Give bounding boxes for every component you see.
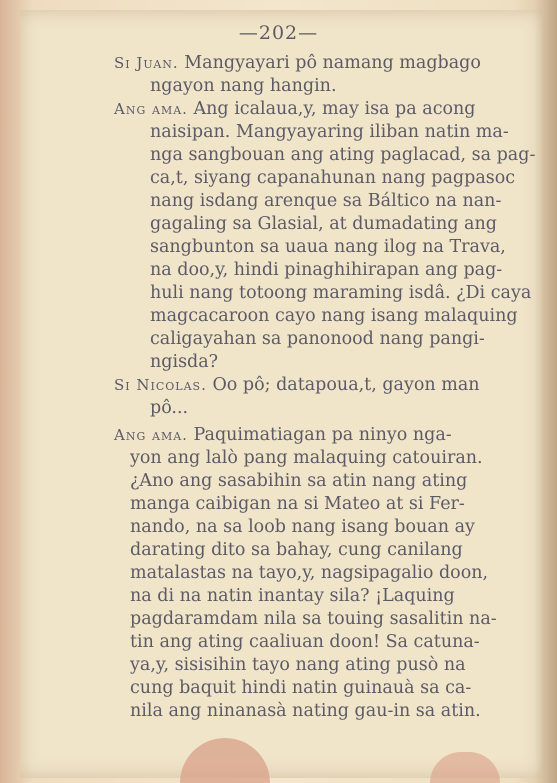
line-text: nang isdang arenque sa Báltico na nan- bbox=[150, 191, 502, 211]
speaker-label: Si Nicolas. bbox=[114, 376, 207, 394]
line-text: tin ang ating caaliuan doon! Sa catuna- bbox=[130, 632, 480, 652]
text-line bbox=[114, 374, 480, 396]
line-text: darating dito sa bahay, cung canilang bbox=[130, 540, 463, 560]
line-text: Ang icalaua,y, may isa pa acong bbox=[193, 99, 476, 119]
text-line bbox=[150, 75, 337, 97]
text-line bbox=[130, 700, 481, 722]
line-text: pagdaramdam nila sa touing sasalitin na- bbox=[130, 609, 497, 629]
text-line bbox=[130, 608, 497, 630]
text-line bbox=[150, 144, 535, 166]
text-line bbox=[150, 397, 188, 419]
line-text: huli nang totoong maraming isdâ. ¿Di caya bbox=[150, 283, 532, 303]
text-line bbox=[150, 259, 502, 281]
line-text: ya,y, sisisihin tayo nang ating pusò na bbox=[130, 655, 466, 675]
line-text: nila ang ninanasà nating gau-in sa atin. bbox=[130, 701, 481, 721]
text-line bbox=[130, 493, 465, 515]
text-line bbox=[150, 351, 218, 373]
text-line bbox=[130, 585, 455, 607]
line-text: Mangyayari pô namang magbago bbox=[184, 53, 481, 73]
text-line bbox=[114, 424, 452, 446]
line-text: Oo pô; datapoua,t, gayon man bbox=[212, 375, 480, 395]
text-line bbox=[150, 190, 501, 212]
text-line bbox=[130, 562, 488, 584]
text-line bbox=[130, 631, 480, 653]
speaker-label: Ang ama. bbox=[114, 100, 188, 118]
line-text: ngayon nang hangin. bbox=[150, 76, 337, 96]
page-number: —202— bbox=[238, 22, 319, 44]
line-text: ¿Ano ang sasabihin sa atin nang ating bbox=[130, 471, 468, 491]
text-line bbox=[150, 328, 485, 350]
text-line bbox=[150, 167, 515, 189]
line-text: ca,t, siyang capanahunan nang pagpasoc bbox=[150, 168, 516, 188]
text-line bbox=[130, 447, 483, 469]
line-text: na doo,y, hindi pinaghihirapan ang pag- bbox=[150, 260, 503, 280]
line-text: gagaling sa Glasial, at dumadating ang bbox=[150, 214, 497, 234]
line-text: Paquimatiagan pa ninyo nga- bbox=[193, 425, 452, 445]
line-text: nando, na sa loob nang isang bouan ay bbox=[130, 517, 475, 537]
line-text: na di na natin inantay sila? ¡Laquing bbox=[130, 586, 455, 606]
line-text: ngisda? bbox=[150, 352, 219, 372]
text-line bbox=[114, 52, 481, 74]
text-line bbox=[130, 539, 463, 561]
text-line bbox=[150, 305, 518, 327]
line-text: matalastas na tayo,y, nagsipagalio doon, bbox=[130, 563, 489, 583]
line-text: magcacaroon cayo nang isang malaquing bbox=[150, 306, 518, 326]
text-line bbox=[150, 236, 506, 258]
line-text: naisipan. Mangyayaring iliban natin ma- bbox=[150, 122, 509, 142]
line-text: manga caibigan na si Mateo at si Fer- bbox=[130, 494, 465, 514]
line-text: caligayahan sa panonood nang pangi- bbox=[150, 329, 485, 349]
text-line bbox=[130, 654, 466, 676]
line-text: yon ang lalò pang malaquing catouiran. bbox=[130, 448, 483, 468]
line-text: cung baquit hindi natin guinauà sa ca- bbox=[130, 678, 472, 698]
text-line bbox=[114, 98, 476, 120]
text-line bbox=[130, 516, 475, 538]
line-text: pô... bbox=[150, 398, 189, 418]
text-line bbox=[150, 121, 509, 143]
line-text: nga sangbouan ang ating paglacad, sa pag- bbox=[150, 145, 536, 165]
speaker-label: Si Juan. bbox=[114, 54, 179, 72]
text-line bbox=[150, 213, 497, 235]
line-text: sangbunton sa uaua nang ilog na Trava, bbox=[150, 237, 506, 257]
text-line bbox=[130, 470, 467, 492]
text-line bbox=[130, 677, 471, 699]
speaker-label: Ang ama. bbox=[114, 426, 188, 444]
text-line bbox=[150, 282, 531, 304]
